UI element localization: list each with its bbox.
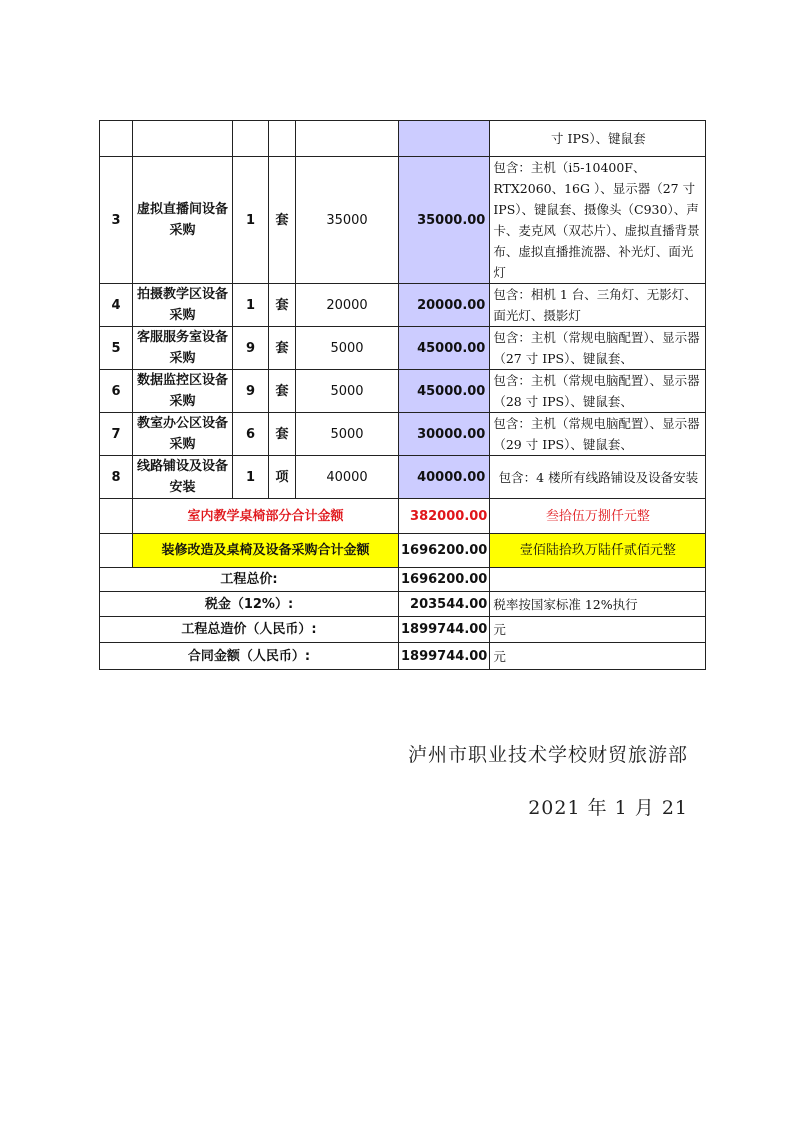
- item-total: 35000.00: [399, 157, 490, 284]
- item-no: 8: [100, 456, 133, 499]
- project-total-label: 工程总价:: [100, 568, 399, 592]
- project-total-amount: 1696200.00: [399, 568, 490, 592]
- cell-empty: [296, 121, 399, 157]
- table-row: [100, 456, 706, 499]
- item-name: 客服服务室设备采购: [133, 327, 233, 370]
- item-name: 线路铺设及设备安装: [133, 456, 233, 499]
- contract-unit: 元: [490, 643, 706, 670]
- subtotal-label: 室内教学桌椅部分合计金额: [133, 499, 399, 534]
- item-desc: 寸 IPS）、键鼠套: [490, 121, 706, 157]
- item-name: 教室办公区设备采购: [133, 413, 233, 456]
- item-name: 数据监控区设备采购: [133, 370, 233, 413]
- item-qty: 9: [233, 327, 269, 370]
- contract-row: [100, 643, 706, 670]
- item-price: 5000: [296, 327, 399, 370]
- item-desc: 包含：主机（常规电脑配置）、显示器（27 寸 IPS）、键鼠套、: [490, 327, 706, 370]
- cell-empty: [269, 121, 296, 157]
- item-price: 5000: [296, 413, 399, 456]
- item-total: 45000.00: [399, 327, 490, 370]
- quotation-table: [99, 120, 706, 670]
- item-qty: 1: [233, 284, 269, 327]
- item-no: 4: [100, 284, 133, 327]
- table-row: [100, 157, 706, 284]
- grand-total-amount: 1696200.00: [399, 534, 490, 568]
- item-desc: 包含：主机（常规电脑配置）、显示器（29 寸 IPS）、键鼠套、: [490, 413, 706, 456]
- item-total: 30000.00: [399, 413, 490, 456]
- cell-empty: [490, 568, 706, 592]
- table-row: [100, 413, 706, 456]
- item-price: 5000: [296, 370, 399, 413]
- grand-total-words: 壹佰陆拾玖万陆仟贰佰元整: [490, 534, 706, 568]
- cell-empty: [233, 121, 269, 157]
- tax-amount: 203544.00: [399, 592, 490, 617]
- item-no: 6: [100, 370, 133, 413]
- org-name: 泸州市职业技术学校财贸旅游部: [407, 744, 688, 766]
- subtotal-amount: 382000.00: [399, 499, 490, 534]
- cell-empty: [133, 121, 233, 157]
- cell-empty: [100, 121, 133, 157]
- item-qty: 9: [233, 370, 269, 413]
- subtotal-words: 叁拾伍万捌仟元整: [490, 499, 706, 534]
- table-row: [100, 284, 706, 327]
- contract-label: 合同金额（人民币）:: [100, 643, 399, 670]
- tax-note: 税率按国家标准 12%执行: [490, 592, 706, 617]
- cell-total: [399, 121, 490, 157]
- item-total: 20000.00: [399, 284, 490, 327]
- subtotal-row: [100, 499, 706, 534]
- total-cost-label: 工程总造价（人民币）:: [100, 617, 399, 643]
- grand-total-row: [100, 534, 706, 568]
- item-qty: 1: [233, 456, 269, 499]
- item-no: 3: [100, 157, 133, 284]
- table-row: [100, 327, 706, 370]
- item-total: 45000.00: [399, 370, 490, 413]
- item-unit: 套: [269, 284, 296, 327]
- project-total-row: [100, 568, 706, 592]
- item-desc: 包含：主机（i5-10400F、RTX2060、16G ）、显示器（27 寸 IPS）、键鼠套、摄像头（C930）、声卡、麦克风（双芯片）、虚拟直播背景布、虚拟直播推流器、补光灯、面光灯: [490, 157, 706, 284]
- cell-empty: [100, 499, 133, 534]
- item-price: 35000: [296, 157, 399, 284]
- grand-total-label: 装修改造及桌椅及设备采购合计金额: [133, 534, 399, 568]
- total-cost-row: [100, 617, 706, 643]
- table-row: [100, 370, 706, 413]
- item-unit: 套: [269, 413, 296, 456]
- item-unit: 套: [269, 327, 296, 370]
- item-qty: 6: [233, 413, 269, 456]
- item-desc: 包含：主机（常规电脑配置）、显示器（28 寸 IPS）、键鼠套、: [490, 370, 706, 413]
- tax-row: [100, 592, 706, 617]
- item-desc: 包含：相机 1 台、三角灯、无影灯、面光灯、摄影灯: [490, 284, 706, 327]
- item-price: 40000: [296, 456, 399, 499]
- item-total: 40000.00: [399, 456, 490, 499]
- item-unit: 套: [269, 370, 296, 413]
- item-unit: 套: [269, 157, 296, 284]
- item-no: 7: [100, 413, 133, 456]
- cell-empty: [100, 534, 133, 568]
- item-name: 拍摄教学区设备采购: [133, 284, 233, 327]
- tax-label: 税金（12%）:: [100, 592, 399, 617]
- item-unit: 项: [269, 456, 296, 499]
- document-date: 2021 年 1 月 21: [528, 797, 688, 819]
- total-cost-unit: 元: [490, 617, 706, 643]
- item-no: 5: [100, 327, 133, 370]
- total-cost-amount: 1899744.00: [399, 617, 490, 643]
- table-row: [100, 121, 706, 157]
- item-name: 虚拟直播间设备采购: [133, 157, 233, 284]
- item-price: 20000: [296, 284, 399, 327]
- item-qty: 1: [233, 157, 269, 284]
- contract-amount: 1899744.00: [399, 643, 490, 670]
- item-desc: 包含：4 楼所有线路铺设及设备安装: [490, 456, 706, 499]
